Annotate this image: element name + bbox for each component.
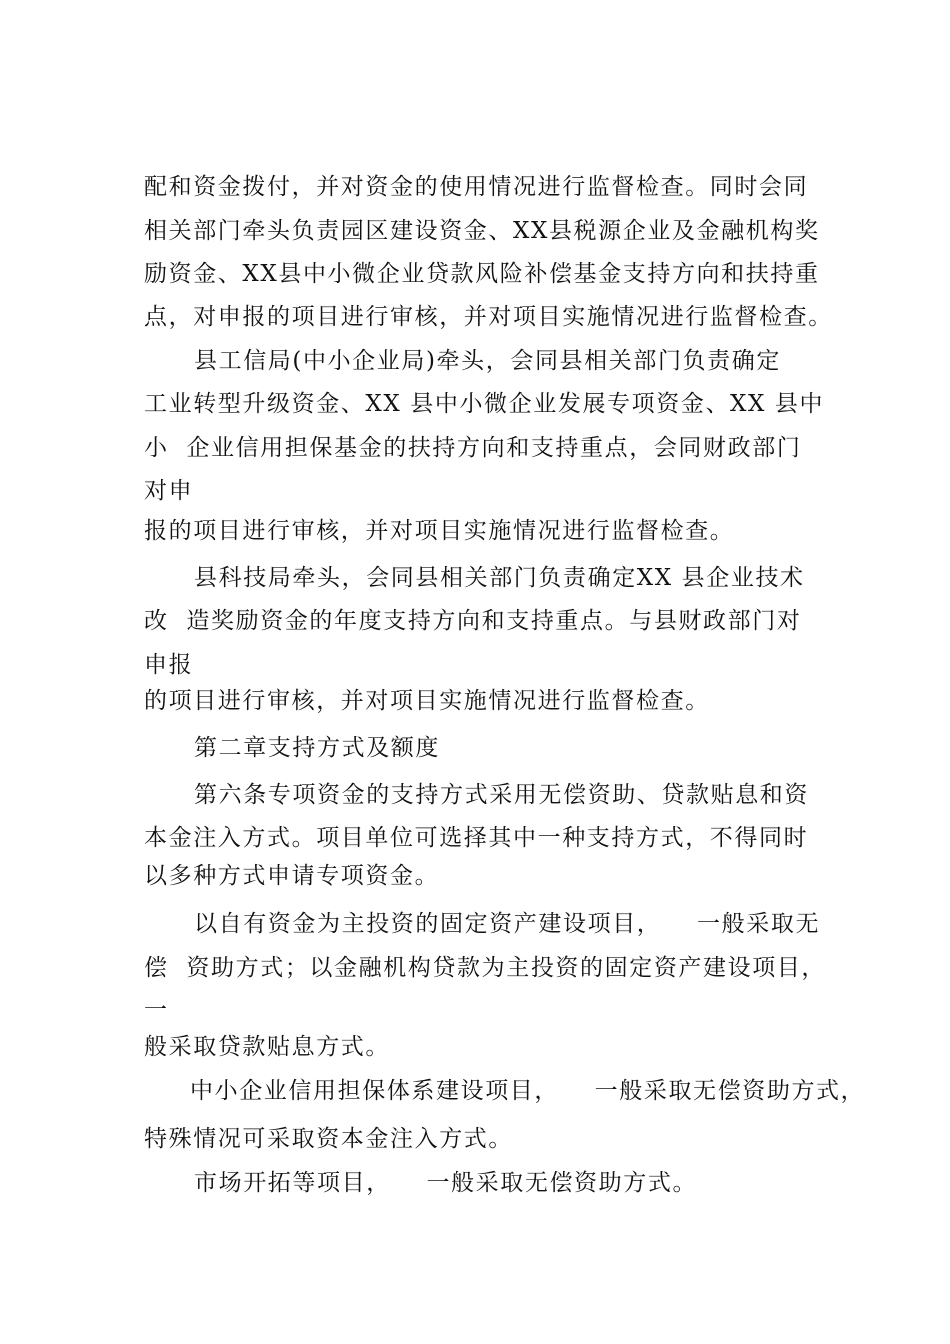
text-line: 中小企业信用担保体系建设项目， 一般采取无偿资助方式， [190,1078,866,1104]
text-line: 配和资金拨付，并对资金的使用情况进行监督检查。同时会同 [144,174,809,200]
text-line: 改 造奖励资金的年度支持方向和支持重点。与县财政部门对 [144,608,802,634]
text-line: 小 企业信用担保基金的扶持方向和支持重点，会同财政部门 [144,435,802,461]
text-line: 偿 资助方式；以金融机构贷款为主投资的固定资产建设项目， [144,955,827,981]
text-line: 以多种方式申请专项资金。 [144,863,440,889]
text-line: 励资金、XX县中小微企业贷款风险补偿基金支持方向和扶持重 [144,261,820,287]
text-line: 县科技局牵头，会同县相关部门负责确定XX 县企业技术 [194,565,805,591]
text-line: 本金注入方式。项目单位可选择其中一种支持方式，不得同时 [144,825,809,851]
text-line: 对申 [144,478,194,504]
text-line: 点，对申报的项目进行审核，并对项目实施情况进行监督检查。 [144,304,833,330]
text-line: 一 [144,997,169,1023]
text-line: 的项目进行审核，并对项目实施情况进行监督检查。 [144,688,710,714]
text-line: 县工信局(中小企业局)牵头，会同县相关部门负责确定 [194,348,781,374]
text-line: 特殊情况可采取资本金注入方式。 [144,1126,513,1152]
text-line: 报的项目进行审核，并对项目实施情况进行监督检查。 [144,518,735,544]
text-line: 工业转型升级资金、XX 县中小微企业发展专项资金、XX 县中 [144,391,825,417]
text-line: 第六条专项资金的支持方式采用无偿资助、贷款贴息和资 [194,782,809,808]
text-line: 以自有资金为主投资的固定资产建设项目， 一般采取无 [194,911,821,937]
chapter-heading: 第二章支持方式及额度 [194,735,440,761]
text-line: 相关部门牵头负责园区建设资金、XX县税源企业及金融机构奖 [144,218,820,244]
text-line: 申报 [144,652,194,678]
text-line: 市场开拓等项目， 一般采取无偿资助方式。 [194,1170,698,1196]
text-line: 般采取贷款贴息方式。 [144,1034,390,1060]
